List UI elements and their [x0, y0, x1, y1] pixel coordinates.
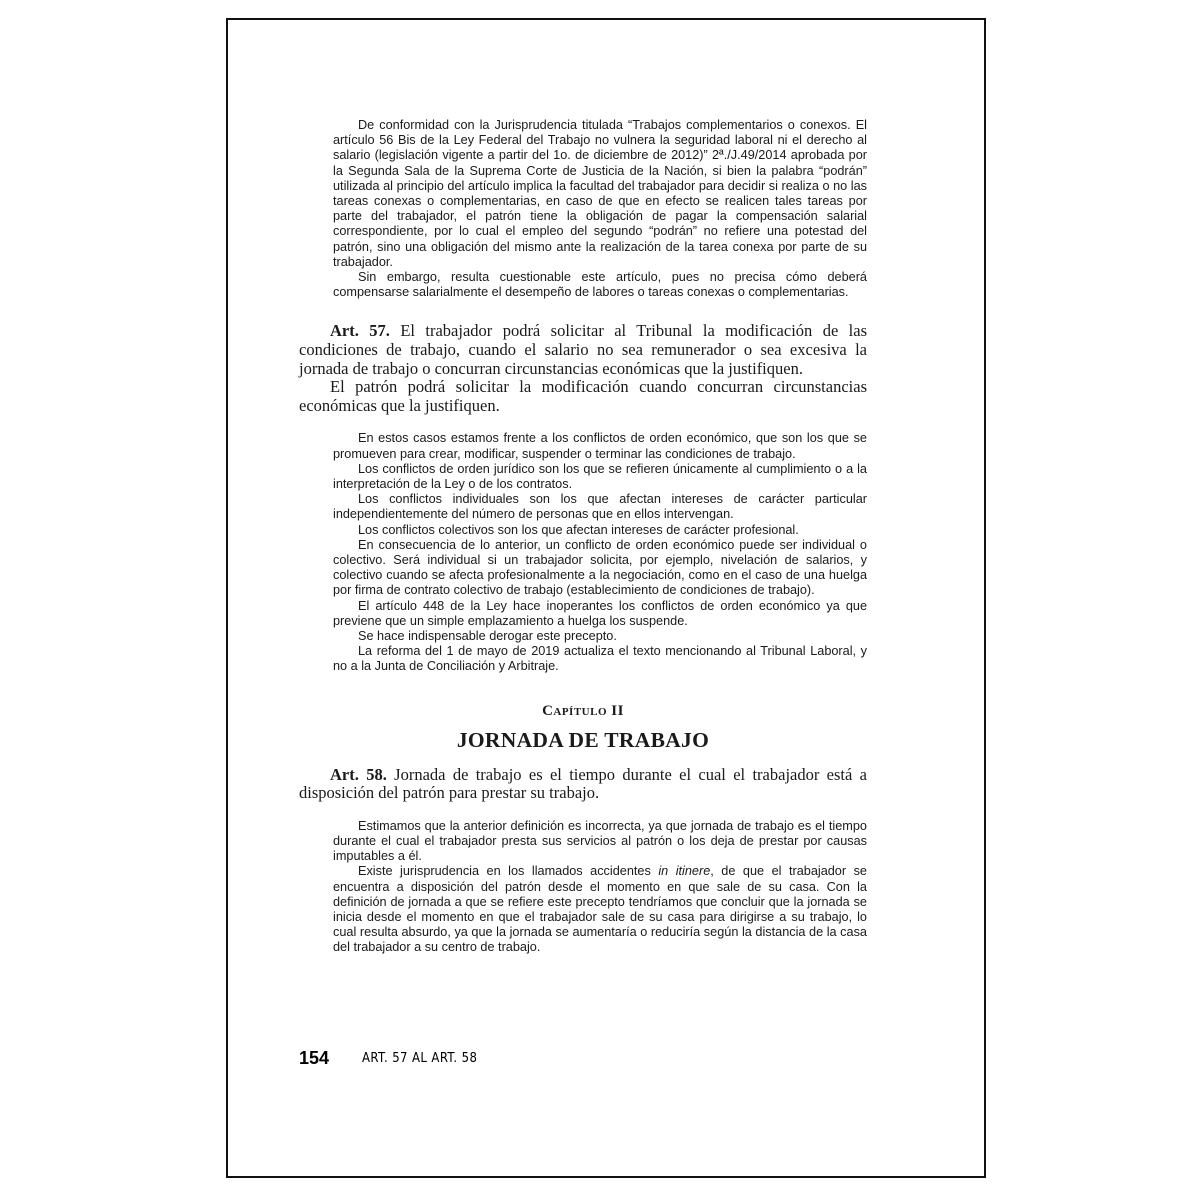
article-58-text: Jornada de trabajo es el tiempo durante el cual el trabajador está a disposición del patrón para prestar su trabajo.	[299, 764, 867, 803]
article-57-ref: Art. 57.	[330, 321, 390, 341]
latin-term: in itinere	[658, 864, 711, 879]
commentary-paragraph: La reforma del 1 de mayo de 2019 actualiza el texto mencionando al Tribunal Laboral, y no a la Junta de Conciliación y Arbitraje.	[333, 644, 867, 674]
chapter-label: Capítulo II	[542, 702, 624, 719]
commentary-paragraph: Se hace indispensable derogar este precepto.	[358, 629, 617, 644]
commentary-paragraph: Los conflictos de orden jurídico son los que se refieren únicamente al cumplimiento o a la interpretación de la Ley o de los contratos.	[333, 461, 867, 492]
commentary-paragraph: Los conflictos colectivos son los que afectan intereses de carácter profesional.	[358, 522, 799, 537]
article-58	[299, 766, 867, 803]
book-page	[226, 18, 986, 1178]
article-58-paragraph	[299, 766, 867, 803]
commentary-art-57	[333, 431, 867, 674]
commentary-paragraph: En consecuencia de lo anterior, un conflicto de orden económico puede ser individual o colectivo. Será individual si un trabajador solicita, por ejemplo, nivelación de salarios, y colectivo cuando se afecta profesionalmente a la negociación, como en el caso de una huelga por firma de contrato colectivo de trabajo (establecimiento de condiciones de trabajo).	[333, 537, 867, 598]
commentary-paragraph: El artículo 448 de la Ley hace inoperantes los conflictos de orden económico ya que previene que un simple emplazamiento a huelga los suspende.	[333, 598, 867, 628]
commentary-art-56-bis	[333, 118, 867, 300]
running-header: ART. 57 AL ART. 58	[362, 1051, 478, 1066]
article-57-text: El trabajador podrá solicitar al Tribunal la modificación de las condiciones de trabajo, cuando el salario no sea remunerador o sea excesiva la jornada de trabajo o concurran circunstancias económicas que la justifiquen.	[299, 321, 868, 378]
commentary-paragraph: Estimamos que la anterior definición es incorrecta, ya que jornada de trabajo es el tiempo durante el cual el trabajador presta sus servicios al patrón o los deja de prestar por causas imputables a él.	[333, 818, 867, 864]
commentary-paragraph: De conformidad con la Jurisprudencia titulada “Trabajos complementarios o conexos. El artículo 56 Bis de la Ley Federal del Trabajo no vulnera la seguridad laboral ni el derecho al salario (legislación vigente a partir del 1o. de diciembre de 2012)” 2ª./J.49/2014 aprobada por la Segunda Sala de la Suprema Corte de Justicia de la Nación, si bien la palabra “podrán” utilizada al principio del artículo implica la facultad del trabajador para decidir si realiza o no las tareas conexas o complementarias, en caso de que en efecto se realicen tales tareas por parte del trabajador, el patrón tiene la obligación de pagar la compensación salarial correspondiente, por lo cual el empleo del segundo “podrán” no refiere una potestad del patrón, sino una obligación del mismo ante la realización de la tarea conexa por parte de su trabajador.	[333, 118, 867, 269]
commentary-paragraph: En estos casos estamos frente a los conflictos de orden económico, que son los que se promueven para crear, modificar, suspender o terminar las condiciones de trabajo.	[333, 431, 867, 461]
commentary-paragraph	[333, 864, 867, 955]
commentary-paragraph: Los conflictos individuales son los que afectan intereses de carácter particular independientemente del número de personas que en ellos intervengan.	[333, 492, 867, 522]
article-57	[299, 322, 867, 415]
article-57-paragraph-2: El patrón podrá solicitar la modificación cuando concurran circunstancias económicas que la justifiquen.	[299, 377, 867, 415]
page-footer	[299, 1048, 899, 1072]
commentary-text: , de que el trabajador se encuentra a disposición del patrón desde el momento en que sale de su casa. Con la definición de jornada a que se refiere este precepto tendríamos que concluir que la jornada se inicia desde el momento en que el trabajador sale de su casa para dirigirse a su trabajo, lo cual resulta absurdo, ya que la jornada se aumentaría o reduciría según la distancia de la casa del trabajador a su centro de trabajo.	[333, 864, 867, 955]
commentary-text: Existe jurisprudencia en los llamados accidentes	[358, 864, 659, 879]
article-57-paragraph-1	[299, 322, 867, 378]
page-content	[299, 118, 867, 956]
chapter-title: JORNADA DE TRABAJO	[456, 727, 710, 752]
page-number: 154	[299, 1048, 330, 1068]
article-58-ref: Art. 58.	[330, 764, 387, 784]
commentary-art-58	[333, 819, 867, 956]
commentary-paragraph: Sin embargo, resulta cuestionable este artículo, pues no precisa cómo deberá compensarse salarialmente el desempeño de labores o tareas conexas o complementarias.	[333, 270, 867, 300]
